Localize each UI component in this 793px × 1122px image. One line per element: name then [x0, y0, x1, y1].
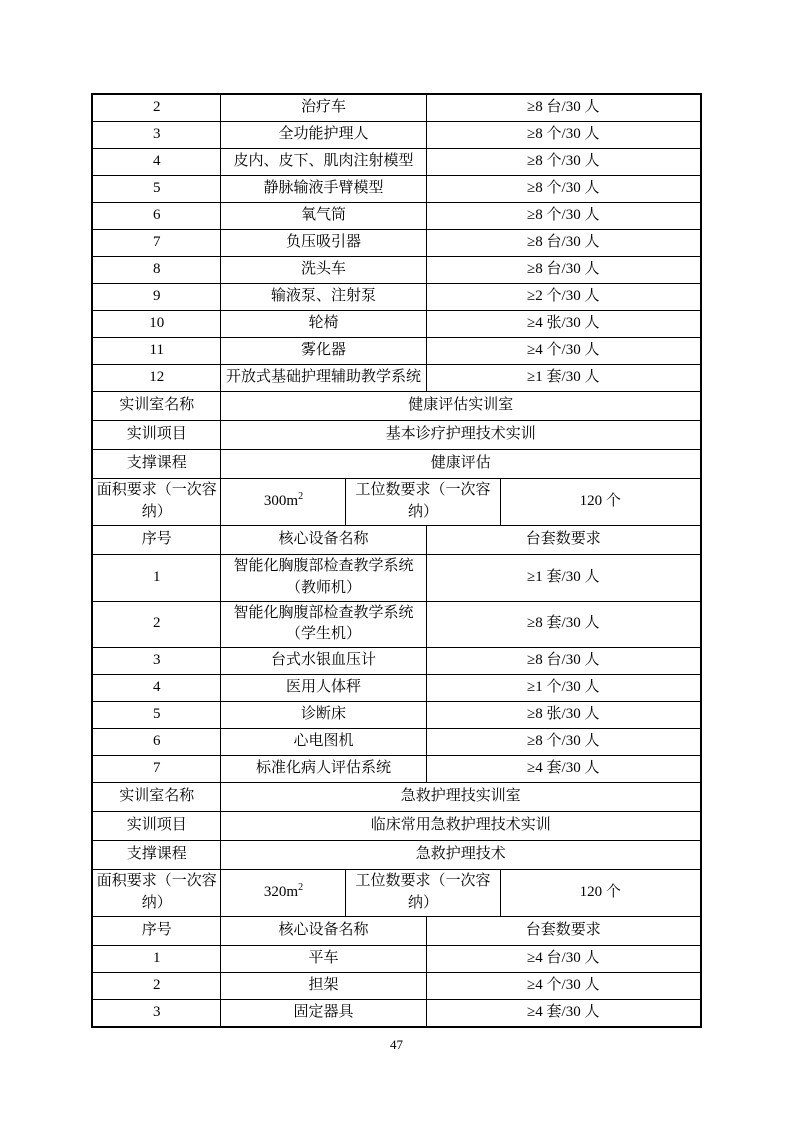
equipment-name: 智能化胸腹部检查教学系统（学生机） [221, 601, 426, 648]
col-header-equipment: 核心设备名称 [221, 917, 426, 946]
quantity-requirement: ≥4 套/30 人 [426, 756, 701, 783]
equipment-name: 治疗车 [221, 94, 426, 122]
quantity-requirement: ≥4 个/30 人 [426, 338, 701, 365]
table-row [92, 230, 701, 257]
equipment-name: 心电图机 [221, 729, 426, 756]
quantity-requirement: ≥1 个/30 人 [426, 675, 701, 702]
row-no: 5 [92, 176, 221, 203]
project-row [92, 421, 701, 450]
workstations-value: 120 个 [500, 870, 701, 917]
row-no: 2 [92, 601, 221, 648]
equipment-name: 标准化病人评估系统 [221, 756, 426, 783]
row-no: 4 [92, 149, 221, 176]
area-row [92, 870, 701, 917]
quantity-requirement: ≥8 台/30 人 [426, 94, 701, 122]
table-row [92, 122, 701, 149]
area-label: 面积要求（一次容纳） [92, 870, 221, 917]
col-header-qty: 台套数要求 [426, 526, 701, 555]
equipment-name: 开放式基础护理辅助教学系统 [221, 365, 426, 392]
quantity-requirement: ≥4 套/30 人 [426, 1000, 701, 1028]
row-no: 1 [92, 555, 221, 602]
superscript: 2 [298, 491, 304, 503]
room-name-label: 实训室名称 [92, 392, 221, 421]
equipment-name: 台式水银血压计 [221, 648, 426, 675]
project-value: 临床常用急救护理技术实训 [221, 812, 701, 841]
row-no: 11 [92, 338, 221, 365]
project-row [92, 812, 701, 841]
quantity-requirement: ≥8 台/30 人 [426, 230, 701, 257]
table-row [92, 203, 701, 230]
workstations-label: 工位数要求（一次容纳） [346, 870, 500, 917]
course-value: 健康评估 [221, 450, 701, 479]
row-no: 3 [92, 1000, 221, 1028]
equipment-name: 轮椅 [221, 311, 426, 338]
table-row [92, 149, 701, 176]
row-no: 12 [92, 365, 221, 392]
course-row [92, 450, 701, 479]
row-no: 1 [92, 946, 221, 973]
equipment-name: 氧气筒 [221, 203, 426, 230]
table-row [92, 675, 701, 702]
quantity-requirement: ≥1 套/30 人 [426, 365, 701, 392]
quantity-requirement: ≥4 台/30 人 [426, 946, 701, 973]
workstations-value: 120 个 [500, 479, 701, 526]
project-label: 实训项目 [92, 812, 221, 841]
equipment-name: 输液泵、注射泵 [221, 284, 426, 311]
row-no: 6 [92, 203, 221, 230]
equipment-name: 全功能护理人 [221, 122, 426, 149]
course-value: 急救护理技术 [221, 841, 701, 870]
table-row [92, 648, 701, 675]
area-row [92, 479, 701, 526]
row-no: 7 [92, 230, 221, 257]
equipment-name: 固定器具 [221, 1000, 426, 1028]
project-label: 实训项目 [92, 421, 221, 450]
table-row [92, 284, 701, 311]
course-row [92, 841, 701, 870]
col-header-equipment: 核心设备名称 [221, 526, 426, 555]
row-no: 3 [92, 122, 221, 149]
area-value: $300m^2$ [221, 479, 346, 526]
table-row [92, 946, 701, 973]
equipment-name: 负压吸引器 [221, 230, 426, 257]
table-row [92, 756, 701, 783]
row-no: 8 [92, 257, 221, 284]
equipment-name: 担架 [221, 973, 426, 1000]
area-label: 面积要求（一次容纳） [92, 479, 221, 526]
col-header-no: 序号 [92, 526, 221, 555]
quantity-requirement: ≥8 个/30 人 [426, 122, 701, 149]
superscript: 2 [298, 882, 304, 894]
row-no: 6 [92, 729, 221, 756]
equipment-name: 皮内、皮下、肌肉注射模型 [221, 149, 426, 176]
row-no: 5 [92, 702, 221, 729]
row-no: 2 [92, 973, 221, 1000]
table-row [92, 555, 701, 602]
room-name-value: 健康评估实训室 [221, 392, 701, 421]
table-row [92, 94, 701, 122]
equipment-name: 医用人体秤 [221, 675, 426, 702]
equipment-name: 洗头车 [221, 257, 426, 284]
quantity-requirement: ≥8 个/30 人 [426, 176, 701, 203]
table-row [92, 973, 701, 1000]
quantity-requirement: ≥4 张/30 人 [426, 311, 701, 338]
table-row [92, 311, 701, 338]
row-no: 3 [92, 648, 221, 675]
row-no: 9 [92, 284, 221, 311]
project-value: 基本诊疗护理技术实训 [221, 421, 701, 450]
workstations-label: 工位数要求（一次容纳） [346, 479, 500, 526]
room-name-value: 急救护理技实训室 [221, 783, 701, 812]
table-row [92, 601, 701, 648]
column-header-row [92, 917, 701, 946]
row-no: 10 [92, 311, 221, 338]
table-row [92, 702, 701, 729]
table-row [92, 365, 701, 392]
col-header-no: 序号 [92, 917, 221, 946]
room-name-row [92, 392, 701, 421]
equipment-name: 智能化胸腹部检查教学系统（教师机） [221, 555, 426, 602]
page-number: 47 [390, 1037, 403, 1052]
quantity-requirement: ≥8 套/30 人 [426, 601, 701, 648]
quantity-requirement: ≥8 张/30 人 [426, 702, 701, 729]
room-name-row [92, 783, 701, 812]
row-no: 7 [92, 756, 221, 783]
quantity-requirement: ≥2 个/30 人 [426, 284, 701, 311]
quantity-requirement: ≥8 台/30 人 [426, 648, 701, 675]
table-row [92, 1000, 701, 1028]
quantity-requirement: ≥8 台/30 人 [426, 257, 701, 284]
quantity-requirement: ≥8 个/30 人 [426, 203, 701, 230]
room-name-label: 实训室名称 [92, 783, 221, 812]
area-value: $320m^2$ [221, 870, 346, 917]
column-header-row [92, 526, 701, 555]
table-row [92, 257, 701, 284]
course-label: 支撑课程 [92, 450, 221, 479]
table-row [92, 338, 701, 365]
quantity-requirement: ≥8 个/30 人 [426, 729, 701, 756]
quantity-requirement: ≥4 个/30 人 [426, 973, 701, 1000]
table-row [92, 176, 701, 203]
col-header-qty: 台套数要求 [426, 917, 701, 946]
quantity-requirement: ≥8 个/30 人 [426, 149, 701, 176]
course-label: 支撑课程 [92, 841, 221, 870]
quantity-requirement: ≥1 套/30 人 [426, 555, 701, 602]
equipment-name: 诊断床 [221, 702, 426, 729]
table-row [92, 729, 701, 756]
training-room-spec-table [91, 93, 702, 1028]
equipment-name: 静脉输液手臂模型 [221, 176, 426, 203]
equipment-name: 雾化器 [221, 338, 426, 365]
row-no: 4 [92, 675, 221, 702]
equipment-name: 平车 [221, 946, 426, 973]
row-no: 2 [92, 94, 221, 122]
